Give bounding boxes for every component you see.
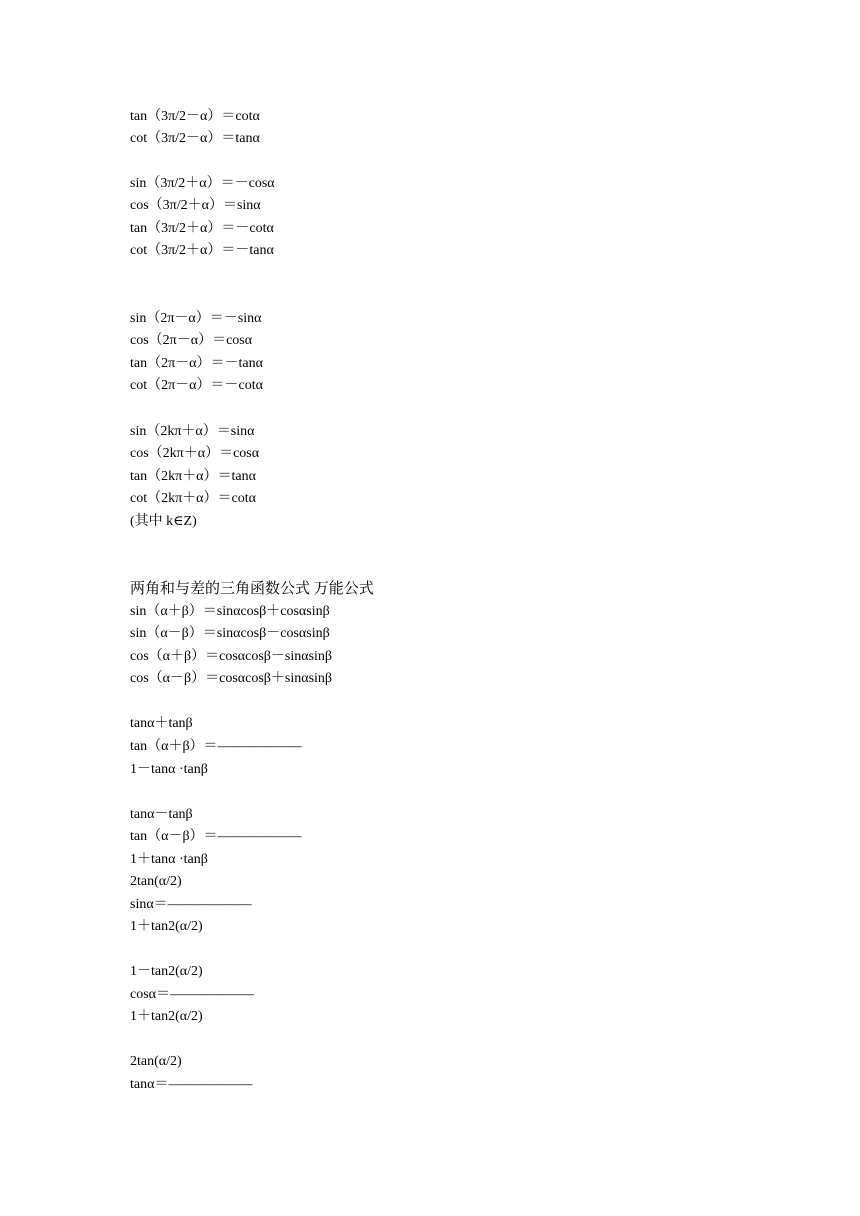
formula-line: cot（2π－α）＝－cotα [130, 378, 263, 393]
formula-line: 1－tan2(α/2) [130, 964, 203, 979]
formula-line: sinα＝—————— [130, 897, 252, 912]
formula-line: cot（3π/2－α）＝tanα [130, 131, 260, 146]
formula-line: sin（α－β）＝sinαcosβ－cosαsinβ [130, 626, 330, 641]
formula-line: sin（2π－α）＝－sinα [130, 311, 262, 326]
section-heading: 两角和与差的三角函数公式 万能公式 [130, 581, 374, 597]
formula-line: cos（α＋β）＝cosαcosβ－sinαsinβ [130, 649, 333, 664]
formula-line: 1＋tanα ·tanβ [130, 852, 208, 867]
formula-line: sin（3π/2＋α）＝－cosα [130, 176, 275, 191]
note-line: (其中 k∈Z) [130, 514, 197, 529]
formula-line: 1＋tan2(α/2) [130, 919, 203, 934]
formula-line: sin（α＋β）＝sinαcosβ＋cosαsinβ [130, 604, 330, 619]
formula-line: cosα＝—————— [130, 987, 254, 1002]
formula-line: tan（3π/2＋α）＝－cotα [130, 221, 274, 236]
formula-line: 1－tanα ·tanβ [130, 762, 208, 777]
formula-line: cos（3π/2＋α）＝sinα [130, 198, 261, 213]
formula-line: 2tan(α/2) [130, 874, 182, 889]
formula-line: cos（2kπ＋α）＝cosα [130, 446, 260, 461]
formula-line: tan（2π－α）＝－tanα [130, 356, 263, 371]
formula-line: sin（2kπ＋α）＝sinα [130, 424, 255, 439]
formula-line: 1＋tan2(α/2) [130, 1009, 203, 1024]
formula-line: tan（2kπ＋α）＝tanα [130, 469, 256, 484]
formula-line: cot（3π/2＋α）＝－tanα [130, 243, 274, 258]
formula-line: tan（α＋β）＝—————— [130, 739, 302, 754]
formula-line: cos（α－β）＝cosαcosβ＋sinαsinβ [130, 671, 333, 686]
formula-line: 2tan(α/2) [130, 1054, 182, 1069]
formula-line: tanα＋tanβ [130, 716, 193, 731]
formula-line: tanα＝—————— [130, 1077, 253, 1092]
formula-line: cos（2π－α）＝cosα [130, 333, 253, 348]
formula-line: tan（α－β）＝—————— [130, 829, 302, 844]
formula-line: tan（3π/2－α）＝cotα [130, 109, 260, 124]
formula-line: cot（2kπ＋α）＝cotα [130, 491, 256, 506]
formula-line: tanα－tanβ [130, 807, 193, 822]
